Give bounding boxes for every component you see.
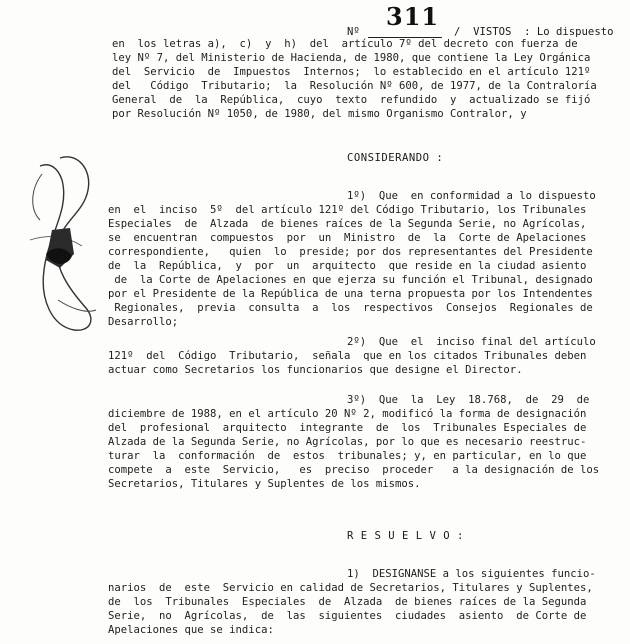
considerando-1-line: en el inciso 5º del artículo 121º del Código Tributario, los Tribunales [108,204,587,216]
considerando-1-line: de la Corte de Apelaciones en que ejerza su función el Tribunal, designado [108,274,593,286]
resuelvo-1-line: de los Tribunales Especiales de Alzada de bienes raíces de la Segunda [108,596,587,608]
considerando-1-line: Desarrollo; [108,316,179,328]
considerando-3-line: compete a este Servicio, es preciso proceder a la designación de los [108,464,600,476]
considerando-heading: CONSIDERANDO : [347,152,444,164]
considerando-3-first-line: 3º) Que la Ley 18.768, de 29 de [347,394,590,406]
handwritten-mark [0,150,120,340]
vistos-line: en los letras a), c) y h) del artículo 7º del decreto con fuerza de [112,38,578,50]
considerando-1-line: se encuentran compuestos por un Ministro de la Corte de Apelaciones [108,232,587,244]
considerando-1-line: por el Presidente de la República de una terna propuesta por los Intendentes [108,288,593,300]
considerando-1-line: Regionales, previa consulta a los respectivos Consejos Regionales de [108,302,593,314]
considerando-1-line: Especiales de Alzada de bienes raíces de la Segunda Serie, no Agrícolas, [108,218,587,230]
number-prefix: Nº [347,26,360,38]
vistos-line: ley Nº 7, del Ministerio de Hacienda, de 1980, que contiene la Ley Orgánica [112,52,591,64]
vistos-line: del Servicio de Impuestos Internos; lo establecido en el artículo 121º [112,66,591,78]
vistos-line: por Resolución Nº 1050, de 1980, del mismo Organismo Contralor, y [112,108,527,120]
considerando-3-line: del profesional arquitecto integrante de los Tribunales Especiales de [108,422,587,434]
vistos-line: General de la República, cuyo texto refundido y actualizado se fijó [112,94,591,106]
resuelvo-1-line: Apelaciones que se indica: [108,624,274,636]
resuelvo-1-line: Serie, no Agrícolas, de las siguientes ciudades asiento de Corte de [108,610,587,622]
considerando-3-line: Secretarios, Titulares y Suplentes de los mismos. [108,478,421,490]
vistos-line: del Código Tributario; la Resolución Nº 600, de 1977, de la Contraloría [112,80,597,92]
document-number: 311 [386,2,440,31]
resuelvo-1-line: narios de este Servicio en calidad de Secretarios, Titulares y Suplentes, [108,582,593,594]
resuelvo-1-first-line: 1) DESIGNANSE a los siguientes funcio- [347,568,596,580]
considerando-1-first-line: 1º) Que en conformidad a lo dispuesto [347,190,596,202]
considerando-1-line: correspondiente, quien lo preside; por dos representantes del Presidente [108,246,593,258]
considerando-2-line: actuar como Secretarios los funcionarios que designe el Director. [108,364,523,376]
vistos-label: / VISTOS : Lo dispuesto [454,26,614,38]
considerando-2-line: 121º del Código Tributario, señala que en los citados Tribunales deben [108,350,587,362]
considerando-2-first-line: 2º) Que el inciso final del artículo [347,336,596,348]
considerando-3-line: turar la conformación de estos tribunales; y, en particular, en lo que [108,450,587,462]
considerando-3-line: Alzada de la Segunda Serie, no Agrícolas, por lo que es necesario reestruc- [108,436,587,448]
considerando-1-line: de la República, y por un arquitecto que reside en la ciudad asiento [108,260,587,272]
considerando-3-line: diciembre de 1988, en el artículo 20 Nº 2, modificó la forma de designación [108,408,587,420]
resuelvo-heading: R E S U E L V O : [347,530,464,542]
